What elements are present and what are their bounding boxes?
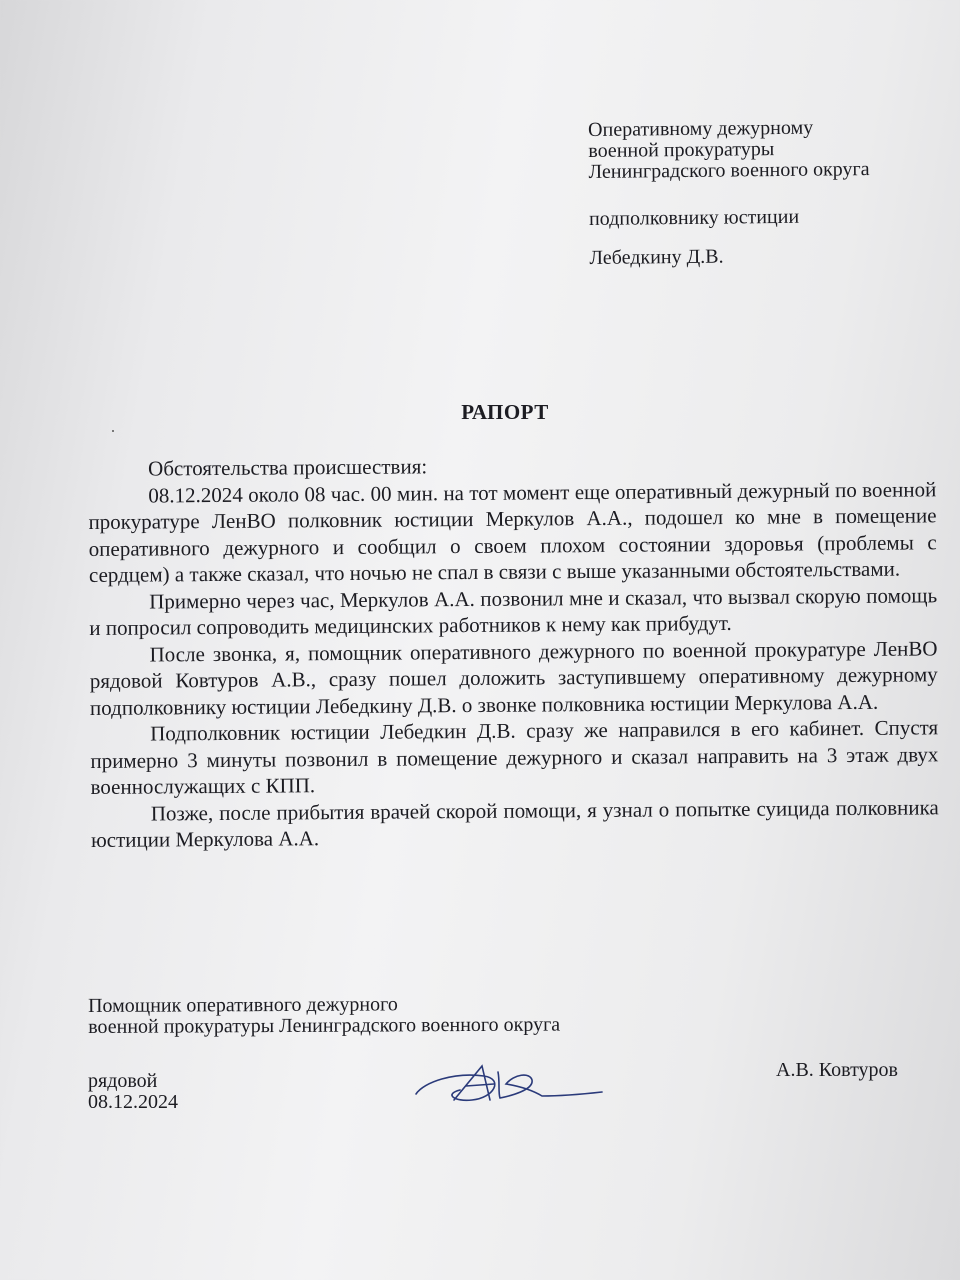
body-paragraph: Позже, после прибытия врачей скорой помощи, я узнал о попытке суицида полковника юстиции Меркулова А.А. [90,794,939,852]
position-line-1: Помощник оперативного дежурного [87,993,398,1017]
signatory-position [88,991,948,1038]
report-date: 08.12.2024 [88,1091,178,1113]
signer-name: А.В. Ковтуров [776,1059,898,1081]
body-paragraph: 08.12.2024 около 08 час. 00 мин. на тот момент еще оперативный дежурный по военной прокуратуре ЛенВО полковник юстиции Меркулов А.А., подошел ко мне в помещение оперативного дежурного и сообщил о своем плохом состоянии здоровья (проблемы с сердцем) а также сказал, что ночью не спал в связи с выше указанными обстоятельствами. [88,476,937,587]
addressee-name: Лебедкину Д.В. [589,245,724,269]
body-paragraph: Подполковник юстиции Лебедкин Д.В. сразу же направился в его кабинет. Спустя примерно 3 минуты позвонил в помещение дежурного и сказал направить на 3 этаж двух военнослужащих с КПП. [90,715,939,799]
paper-speck [112,430,114,432]
handwritten-signature [414,1060,604,1110]
addressee-rank: подполковнику юстиции [588,205,800,230]
addressee-line-1: Оперативному дежурному [587,116,814,141]
report-body [88,449,939,853]
body-paragraph: После звонка, я, помощник оперативного дежурного по военной прокуратуре ЛенВО рядовой Ковтуров А.В., сразу пошел доложить заступившему оперативному дежурному подполковнику юстиции Лебедкину Д.В. о звонке полковника юстиции Меркулова А.А. [89,635,938,720]
position-line-2: военной прокуратуры Ленинградского военного округа [88,1013,561,1038]
addressee-block [588,116,950,269]
body-heading: Обстоятельства происшествия: [148,454,428,481]
document-title: РАПОРТ [461,400,549,424]
signatory-rank: рядовой [88,1070,158,1092]
rank-and-date [88,1071,178,1113]
body-paragraph: Примерно через час, Меркулов А.А. позвонил мне и сказал, что вызвал скорую помощь и попросил сопроводить медицинских работников к нему как прибудут. [89,582,938,640]
addressee-line-2: военной прокуратуры [588,138,775,162]
addressee-line-3: Ленинградского военного округа [588,158,870,183]
